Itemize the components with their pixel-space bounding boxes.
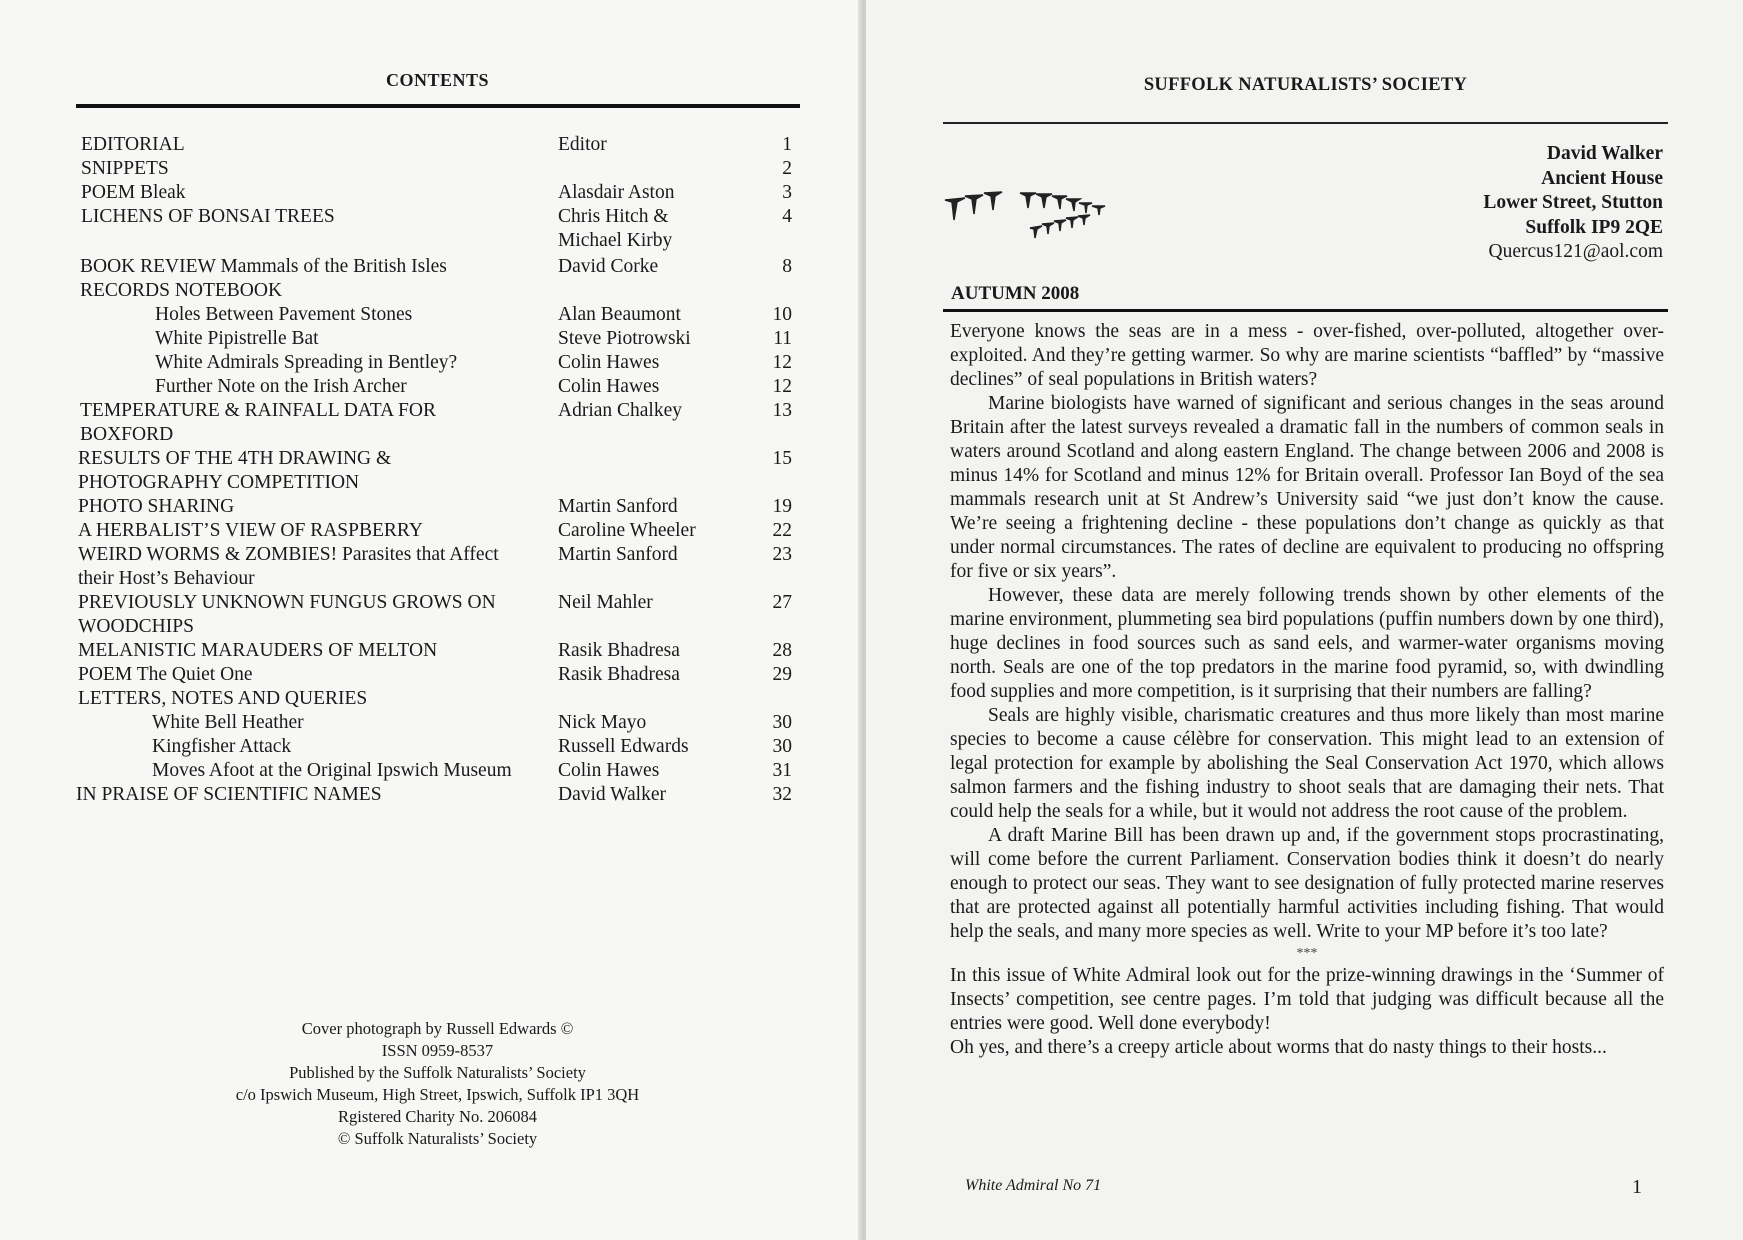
toc-entry-title: MELANISTIC MARAUDERS OF MELTON bbox=[78, 640, 438, 661]
toc-entry-page: 29 bbox=[772, 664, 792, 685]
editor-address bbox=[1483, 142, 1663, 265]
editorial-paragraph: Everyone knows the seas are in a mess - over-fished, over-polluted, altogether over-exploited. And they’re getting warmer. So why are marine scientists “baffled” by “massive declines” of seal populations in British waters? bbox=[950, 321, 1664, 390]
toc-entry-title: White Admirals Spreading in Bentley? bbox=[155, 352, 458, 373]
toc-entry-author: Russell Edwards bbox=[558, 736, 689, 757]
toc-entry-page: 1 bbox=[782, 134, 792, 155]
goose-icon bbox=[965, 195, 983, 214]
goose-icon bbox=[1079, 203, 1092, 213]
editorial-paragraph: Seals are highly visible, charismatic creatures and thus more likely than most marine species to become a cause célèbre for conservation. This might lead to an extension of legal protection for example by abolishing the Seal Conservation Act 1970, which allows salmon farmers and the fishing industry to shoot seals that are damaging their nets. That could help the seals for a while, but it would not address the root cause of the problem. bbox=[950, 705, 1664, 822]
toc-entry bbox=[0, 351, 862, 375]
editorial-body bbox=[950, 320, 1664, 1060]
toc-entry bbox=[0, 495, 862, 519]
toc-entry-page: 15 bbox=[772, 448, 792, 469]
colophon-line: Published by the Suffolk Naturalists’ Society bbox=[289, 1063, 586, 1082]
toc-entry-author: Nick Mayo bbox=[558, 712, 647, 733]
toc-entry-page: 30 bbox=[772, 712, 792, 733]
toc-entry-title: PREVIOUSLY UNKNOWN FUNGUS GROWS ON bbox=[78, 592, 496, 613]
toc-entry-page: 11 bbox=[773, 328, 792, 349]
colophon-line: ISSN 0959-8537 bbox=[381, 1041, 494, 1060]
toc-entry-author: Michael Kirby bbox=[558, 230, 673, 251]
toc-entry-title: POEM Bleak bbox=[81, 182, 186, 203]
contents-heading: CONTENTS bbox=[385, 70, 490, 90]
toc-entry-author: Steve Piotrowski bbox=[558, 328, 691, 349]
toc-entry bbox=[0, 735, 862, 759]
goose-icon bbox=[984, 192, 1002, 210]
goose-icon bbox=[1054, 220, 1066, 231]
editorial-paragraph: However, these data are merely following trends shown by other elements of the marine environment, plummeting sea bird populations (puffin numbers down by one third), huge declines in food sources such as sand eels, and warmer-water organisms moving north. Seals are one of the top predators in the marine food pyramid, so, with dwindling food supplies and more competition, is it surprising that their numbers are falling? bbox=[950, 585, 1664, 702]
publication-footer: White Admiral No 71 bbox=[965, 1177, 1102, 1194]
toc-entry bbox=[0, 303, 862, 327]
page-number: 1 bbox=[1632, 1176, 1642, 1198]
toc-entry bbox=[0, 687, 862, 711]
toc-entry-page: 19 bbox=[772, 496, 792, 517]
toc-entry bbox=[0, 711, 862, 735]
toc-entry-page: 31 bbox=[772, 760, 792, 781]
toc-entry-title: White Pipistrelle Bat bbox=[155, 328, 319, 349]
toc-entry-page: 10 bbox=[772, 304, 792, 325]
goose-icon bbox=[1066, 199, 1080, 211]
toc-entry-page: 32 bbox=[772, 784, 792, 805]
toc-entry-title: Holes Between Pavement Stones bbox=[155, 304, 413, 325]
toc-entry-author: David Walker bbox=[558, 784, 666, 805]
toc-entry bbox=[0, 133, 862, 157]
toc-entry-page: 27 bbox=[772, 592, 792, 613]
toc-entry bbox=[0, 759, 862, 783]
toc-entry-page: 23 bbox=[772, 544, 792, 565]
toc-entry-page: 8 bbox=[782, 256, 792, 277]
toc-entry bbox=[0, 255, 862, 279]
toc-entry-author: Alasdair Aston bbox=[558, 182, 675, 203]
toc-entry bbox=[0, 447, 862, 471]
colophon-line: Cover photograph by Russell Edwards © bbox=[301, 1019, 574, 1038]
toc-entry-author: Neil Mahler bbox=[558, 592, 653, 613]
society-heading: SUFFOLK NATURALISTS’ SOCIETY bbox=[1143, 75, 1468, 95]
address-line: Ancient House bbox=[1541, 167, 1663, 189]
toc-entry bbox=[0, 205, 862, 229]
colophon-line: c/o Ipswich Museum, High Street, Ipswich, Suffolk IP1 3QH bbox=[235, 1085, 640, 1104]
toc-entry-title: SNIPPETS bbox=[81, 158, 169, 179]
toc-entry-author: Martin Sanford bbox=[558, 496, 678, 517]
season-rule bbox=[943, 309, 1668, 312]
toc-entry-author: Rasik Bhadresa bbox=[558, 640, 680, 661]
toc-entry bbox=[0, 615, 862, 639]
toc-entry-title: WEIRD WORMS & ZOMBIES! Parasites that Affect bbox=[78, 544, 499, 565]
toc-entry-author: Chris Hitch & bbox=[558, 206, 669, 227]
editorial-paragraph: Marine biologists have warned of significant and serious changes in the seas around Britain after the latest surveys revealed a dramatic fall in the numbers of common seals in waters around Scotland and along eastern England. The change between 2006 and 2008 is minus 14% for Scotland and minus 12% for Britain overall. Professor Ian Boyd of the sea mammals research unit at St Andrew’s University said “we just don’t know the cause. We’re seeing a frightening decline - these populations don’t change as quickly as that under normal circumstances. The rates of decline are equivalent to producing no offspring for five or six years”. bbox=[950, 393, 1664, 582]
toc-entry-title: Further Note on the Irish Archer bbox=[155, 376, 407, 397]
toc-entry-author: Adrian Chalkey bbox=[558, 400, 683, 421]
toc-entry-title: BOOK REVIEW Mammals of the British Isles bbox=[80, 256, 447, 277]
toc-entry-author: David Corke bbox=[558, 256, 659, 277]
goose-icon bbox=[1030, 226, 1042, 238]
toc-entry-page: 13 bbox=[772, 400, 792, 421]
toc-entry-author: Caroline Wheeler bbox=[558, 520, 696, 541]
toc-entry-title: Kingfisher Attack bbox=[152, 736, 292, 757]
closing-paragraph: In this issue of White Admiral look out for the prize-winning drawings in the ‘Summer of Insects’ competition, see centre pages. I’m told that judging was difficult because all the entries were good. Well done everybody! bbox=[950, 965, 1664, 1034]
issue-season: AUTUMN 2008 bbox=[951, 283, 1080, 304]
toc-entry-title: their Host’s Behaviour bbox=[78, 568, 255, 589]
toc-entry-title: POEM The Quiet One bbox=[78, 664, 253, 685]
toc-entry-author: Martin Sanford bbox=[558, 544, 678, 565]
toc-entry-title: BOXFORD bbox=[80, 424, 174, 445]
toc-entry-page: 28 bbox=[772, 640, 792, 661]
toc-entry bbox=[0, 783, 862, 807]
address-email: Quercus121@aol.com bbox=[1488, 241, 1663, 262]
toc-entry bbox=[0, 471, 862, 495]
toc-entry-title: A HERBALIST’S VIEW OF RASPBERRY bbox=[78, 520, 423, 541]
toc-entry bbox=[0, 543, 862, 567]
goose-icon bbox=[1020, 193, 1036, 208]
toc-entry-title: LETTERS, NOTES AND QUERIES bbox=[78, 688, 368, 709]
goose-icon bbox=[1066, 217, 1078, 228]
toc-entry bbox=[0, 519, 862, 543]
toc-entry-title: RECORDS NOTEBOOK bbox=[80, 280, 283, 301]
toc-entry-page: 2 bbox=[782, 158, 792, 179]
goose-icon bbox=[1042, 223, 1054, 234]
toc-entry-author: Colin Hawes bbox=[558, 760, 660, 781]
editorial-paragraph: A draft Marine Bill has been drawn up and, if the government stops procrastinating, will come before the current Parliament. Conservation bodies think it doesn’t do nearly enough to protect our seas. They want to see designation of fully protected marine reserves that are protected against all potentially harmful activities including fishing. That would help the seals, and many more species as well. Write to your MP before it’s too late? bbox=[950, 825, 1664, 942]
goose-icon bbox=[1036, 194, 1052, 208]
toc-entry bbox=[0, 567, 862, 591]
toc-entry-title: EDITORIAL bbox=[81, 134, 185, 155]
toc-entry bbox=[0, 181, 862, 205]
toc-entry bbox=[0, 375, 862, 399]
toc-entry-page: 30 bbox=[772, 736, 792, 757]
toc-entry-title: White Bell Heather bbox=[152, 712, 304, 733]
toc-entry bbox=[0, 663, 862, 687]
colophon-line: Rgistered Charity No. 206084 bbox=[338, 1107, 537, 1126]
section-separator: *** bbox=[1296, 946, 1318, 961]
header-rule bbox=[943, 122, 1668, 124]
colophon bbox=[0, 1018, 875, 1150]
toc-entry-title: Moves Afoot at the Original Ipswich Museum bbox=[152, 760, 512, 781]
toc-entry-page: 12 bbox=[772, 376, 792, 397]
flying-geese-icon bbox=[940, 188, 1170, 258]
toc-entry bbox=[0, 423, 862, 447]
toc-entry-title: RESULTS OF THE 4TH DRAWING & bbox=[78, 448, 392, 469]
toc-entry bbox=[0, 157, 862, 181]
toc-entry-title: PHOTOGRAPHY COMPETITION bbox=[78, 472, 360, 493]
goose-icon bbox=[1092, 206, 1105, 215]
toc-entry-author: Colin Hawes bbox=[558, 376, 660, 397]
toc-entry-author: Alan Beaumont bbox=[558, 304, 681, 325]
toc-entry-author: Colin Hawes bbox=[558, 352, 660, 373]
colophon-line: © Suffolk Naturalists’ Society bbox=[337, 1129, 538, 1148]
toc-entry-author: Editor bbox=[558, 134, 607, 155]
toc-entry-title: LICHENS OF BONSAI TREES bbox=[81, 206, 335, 227]
toc-entry-title: WOODCHIPS bbox=[78, 616, 194, 637]
goose-icon bbox=[945, 198, 965, 220]
toc-entry bbox=[0, 327, 862, 351]
address-line: Lower Street, Stutton bbox=[1483, 192, 1663, 213]
toc-entry-page: 4 bbox=[782, 206, 792, 227]
toc-entry bbox=[0, 591, 862, 615]
address-line: Suffolk IP9 2QE bbox=[1525, 216, 1663, 238]
toc-entry-title: TEMPERATURE & RAINFALL DATA FOR bbox=[80, 400, 436, 421]
toc-entry-page: 12 bbox=[772, 352, 792, 373]
toc-entry bbox=[0, 279, 862, 303]
toc-entry bbox=[0, 399, 862, 423]
toc-entry-title: PHOTO SHARING bbox=[78, 496, 235, 517]
address-name: David Walker bbox=[1546, 143, 1663, 164]
goose-icon bbox=[1052, 196, 1067, 209]
toc-entry-page: 3 bbox=[782, 182, 792, 203]
toc-entry bbox=[0, 639, 862, 663]
toc-entry-title: IN PRAISE OF SCIENTIFIC NAMES bbox=[76, 784, 382, 805]
closing-paragraph: Oh yes, and there’s a creepy article about worms that do nasty things to their hosts... bbox=[950, 1037, 1607, 1058]
toc-entry bbox=[0, 229, 862, 253]
toc-entry-author: Rasik Bhadresa bbox=[558, 664, 680, 685]
toc-entry-page: 22 bbox=[772, 520, 792, 541]
goose-icon bbox=[1078, 215, 1090, 225]
